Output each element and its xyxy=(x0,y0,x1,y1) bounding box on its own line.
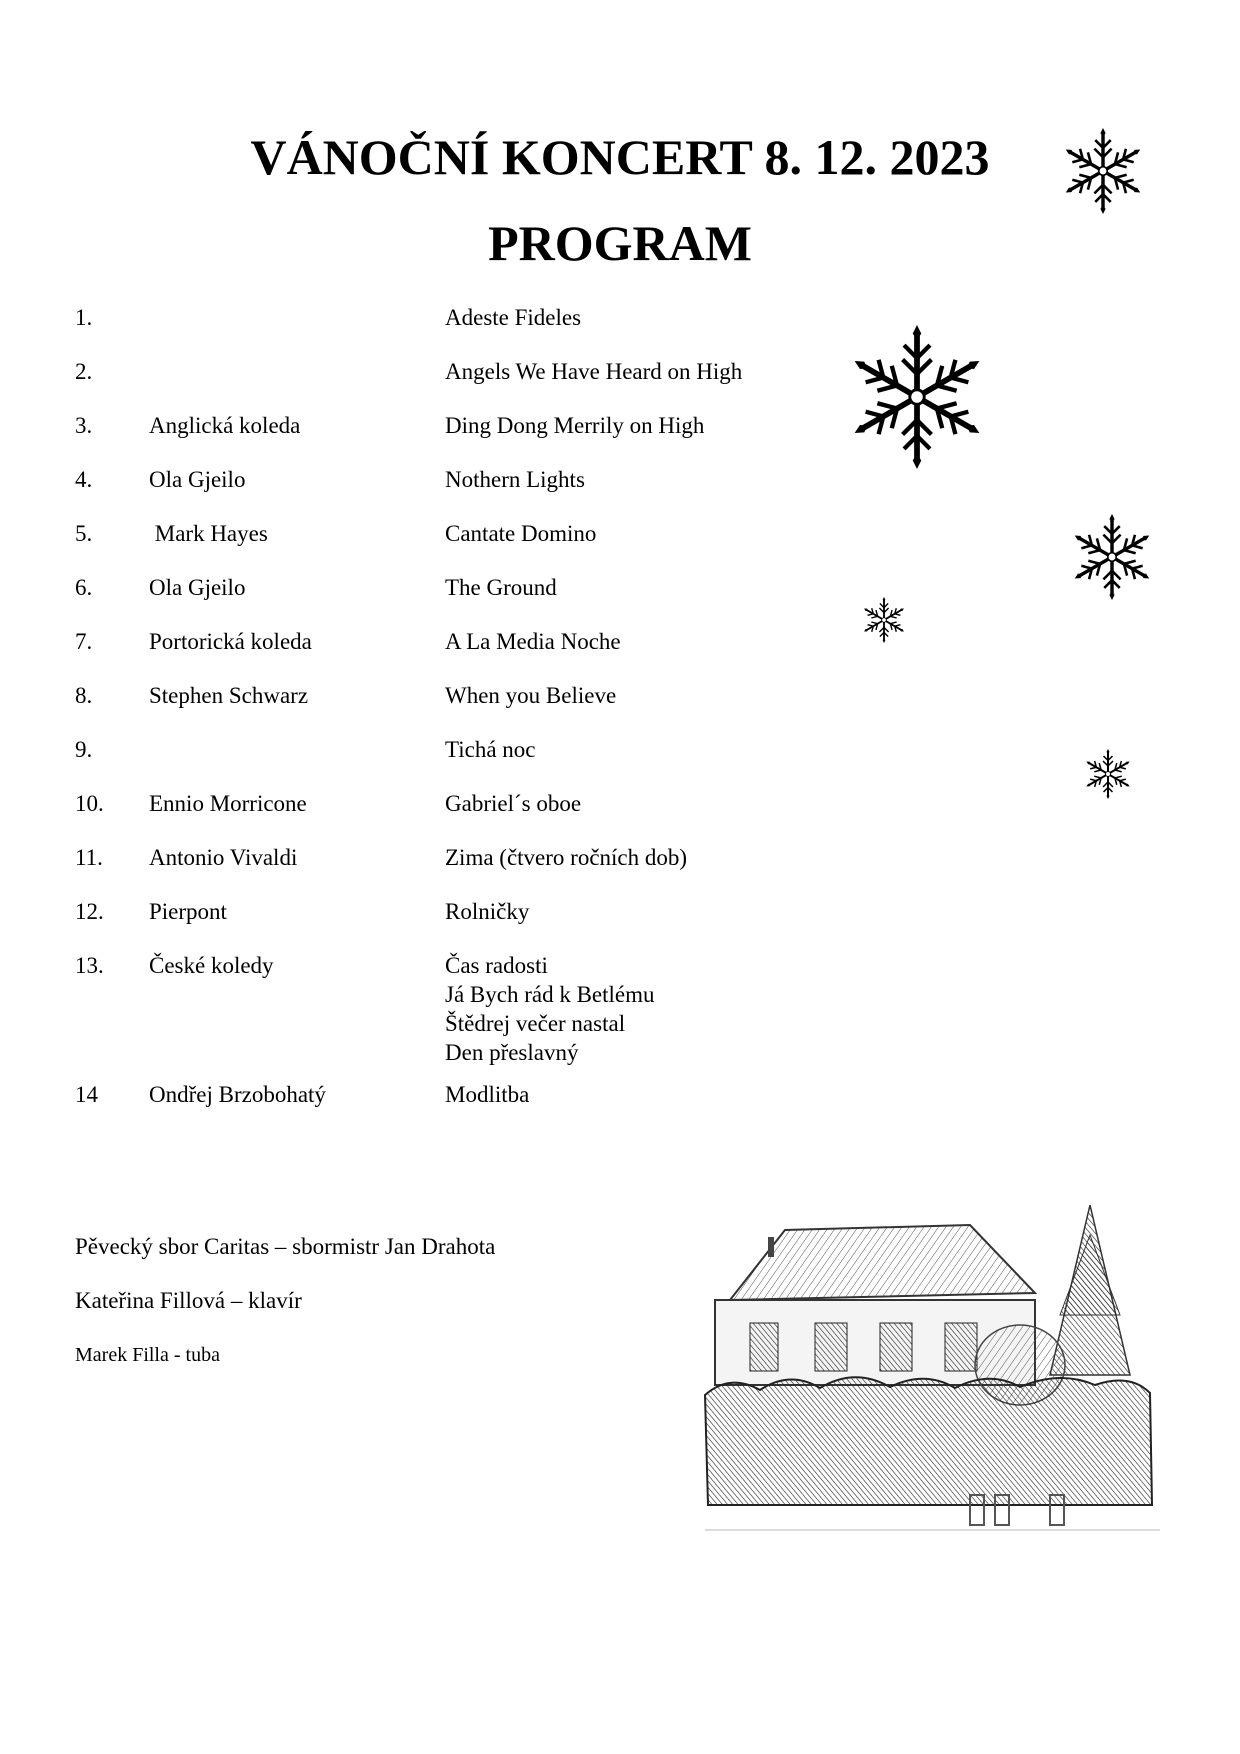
page-subtitle: PROGRAM xyxy=(488,215,752,271)
item-number: 5. xyxy=(75,521,93,546)
item-composer: Ola Gjeilo xyxy=(149,575,246,600)
item-number: 14 xyxy=(75,1082,98,1107)
item-composer: Stephen Schwarz xyxy=(149,683,309,708)
snowflake-icon xyxy=(1083,749,1133,799)
item-title: Rolničky xyxy=(445,899,530,924)
credit-piano: Kateřina Fillová – klavír xyxy=(75,1288,302,1313)
item-composer: České koledy xyxy=(149,953,274,978)
item-number: 13. xyxy=(75,953,104,978)
item-title: When you Believe xyxy=(445,683,617,708)
item-composer: Ola Gjeilo xyxy=(149,467,246,492)
item-composer: Portorická koleda xyxy=(149,629,312,654)
item-composer: Antonio Vivaldi xyxy=(149,845,298,870)
item-title: Cantate Domino xyxy=(445,521,597,546)
item-title: Modlitba xyxy=(445,1082,530,1107)
item-title: Ding Dong Merrily on High xyxy=(445,413,705,438)
snowflake-icon xyxy=(1060,128,1146,214)
item-title: Štědrej večer nastal xyxy=(445,1011,626,1036)
item-number: 4. xyxy=(75,467,93,492)
item-number: 12. xyxy=(75,899,104,924)
item-title: A La Media Noche xyxy=(445,629,621,654)
item-composer: Pierpont xyxy=(149,899,227,924)
item-composer: Mark Hayes xyxy=(149,521,268,546)
item-number: 9. xyxy=(75,737,93,762)
item-title: Den přeslavný xyxy=(445,1040,579,1065)
item-title: Angels We Have Heard on High xyxy=(445,359,743,384)
item-title: Adeste Fideles xyxy=(445,305,582,330)
item-number: 7. xyxy=(75,629,93,654)
item-composer: Ondřej Brzobohatý xyxy=(149,1082,326,1107)
item-title: Zima (čtvero ročních dob) xyxy=(445,845,688,870)
credit-tuba: Marek Filla - tuba xyxy=(75,1344,220,1366)
item-composer: Ennio Morricone xyxy=(149,791,307,816)
item-title: Gabriel´s oboe xyxy=(445,791,582,816)
item-title: Tichá noc xyxy=(445,737,536,762)
item-number: 11. xyxy=(75,845,103,870)
snowflake-icon xyxy=(1069,514,1155,600)
item-number: 2. xyxy=(75,359,93,384)
credit-choir: Pěvecký sbor Caritas – sbormistr Jan Drahota xyxy=(75,1234,496,1259)
snowflake-icon xyxy=(845,325,989,469)
item-title: Čas radosti xyxy=(445,953,548,978)
item-number: 3. xyxy=(75,413,93,438)
item-title: Já Bych rád k Betlému xyxy=(445,982,655,1007)
item-composer: Anglická koleda xyxy=(149,413,301,438)
house-sketch xyxy=(690,1205,1170,1555)
page-title: VÁNOČNÍ KONCERT 8. 12. 2023 xyxy=(250,129,990,185)
item-number: 8. xyxy=(75,683,93,708)
item-title: Nothern Lights xyxy=(445,467,585,492)
item-title: The Ground xyxy=(445,575,557,600)
item-number: 6. xyxy=(75,575,93,600)
snowflake-icon xyxy=(861,597,907,643)
item-number: 10. xyxy=(75,791,104,816)
item-number: 1. xyxy=(75,305,93,330)
